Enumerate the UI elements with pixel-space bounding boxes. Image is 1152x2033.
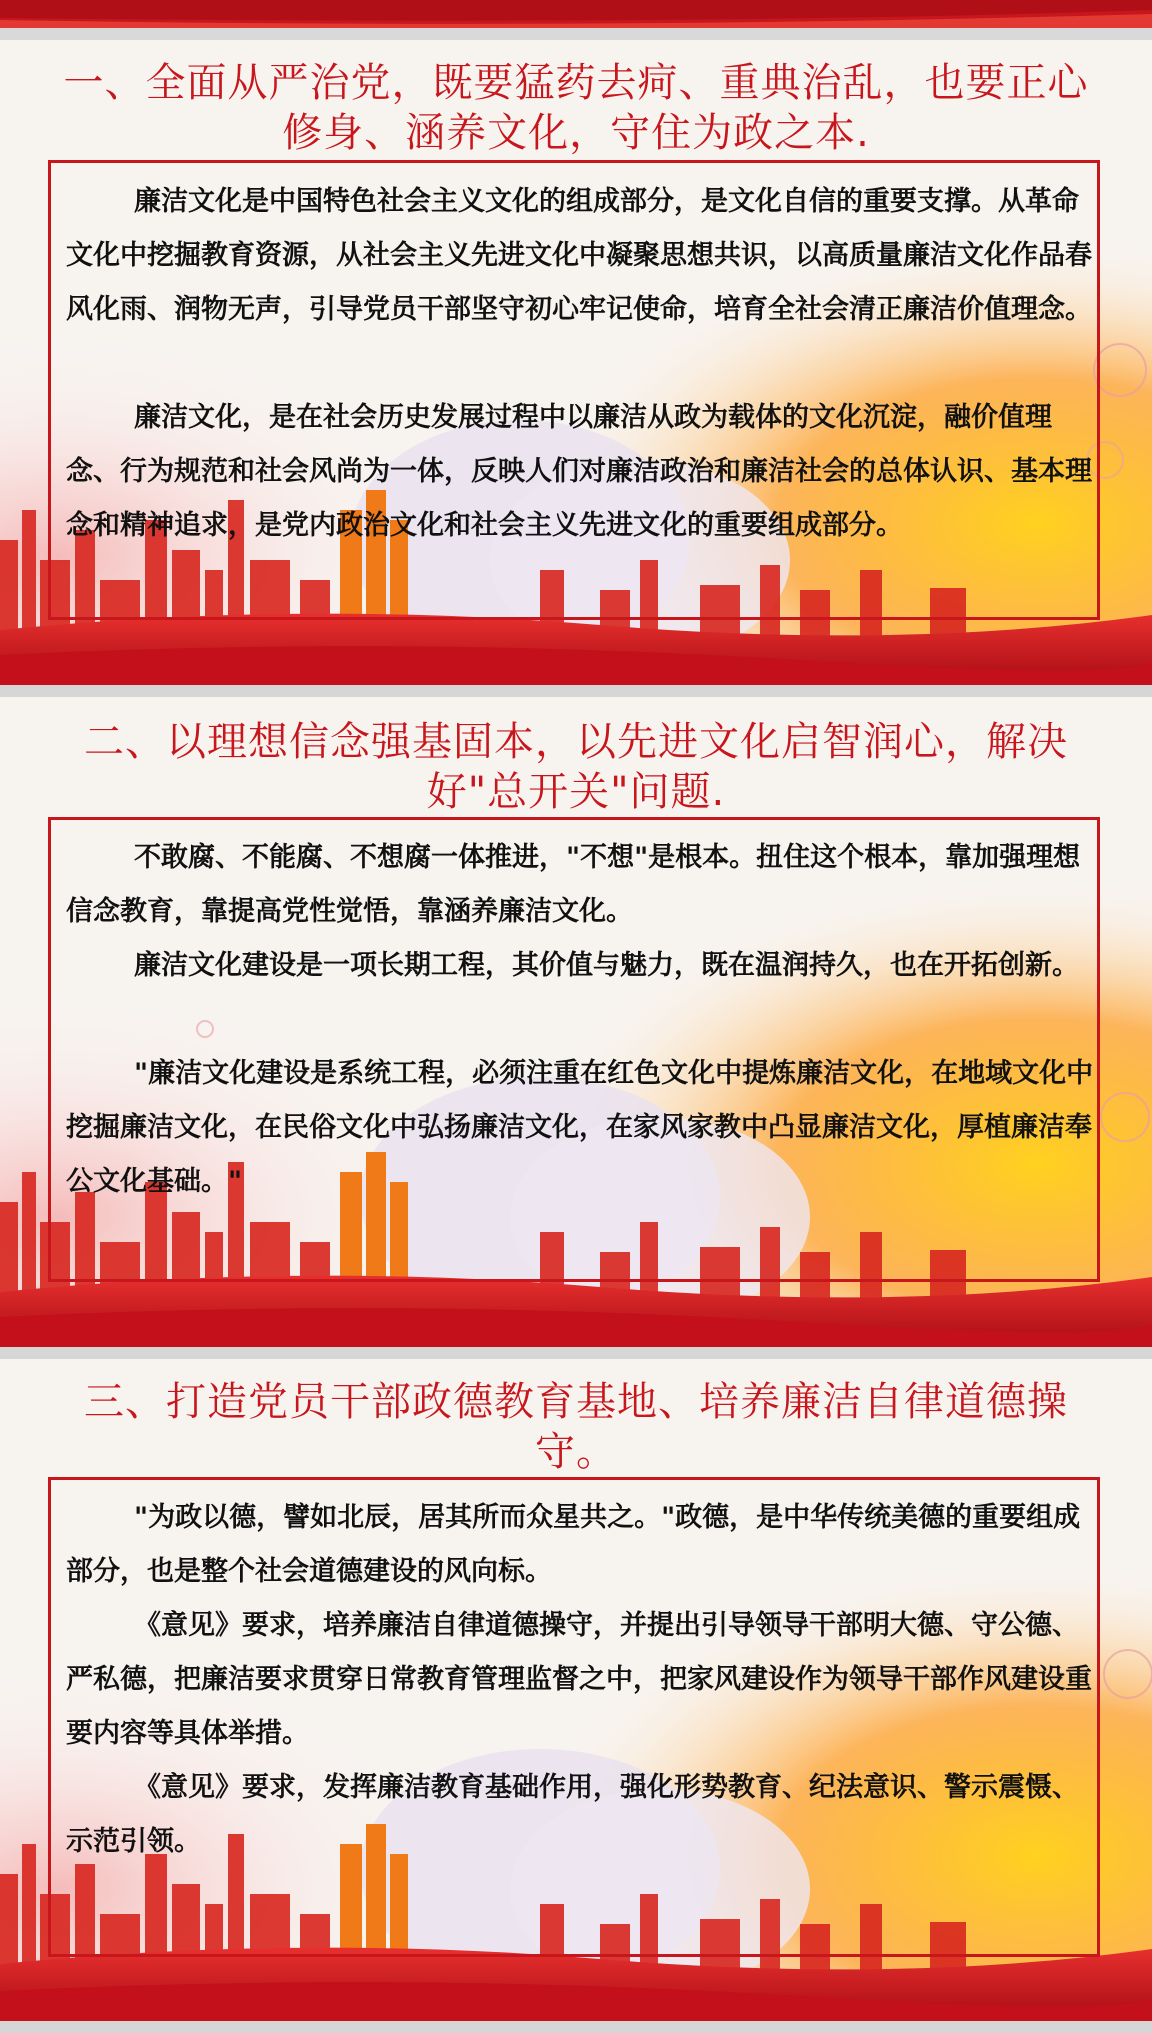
paragraph: 不敢腐、不能腐、不想腐一体推进，"不想"是根本。扭住这个根本，靠加强理想信念教育，靠提高党性觉悟，靠涵养廉洁文化。 [66, 842, 1081, 927]
paragraph: 廉洁文化是中国特色社会主义文化的组成部分，是文化自信的重要支撑。从革命文化中挖掘教育资源，从社会主义先进文化中凝聚思想共识，以高质量廉洁文化作品春风化雨、润物无声，引导党员干部坚守初心牢记使命，培育全社会清正廉洁价值理念。 [66, 186, 1092, 325]
paragraph: 《意见》要求，发挥廉洁教育基础作用，强化形势教育、纪法意识、警示震慑、示范引领。 [66, 1772, 1079, 1857]
slide-divider [0, 1347, 1152, 1359]
slide-1 [0, 40, 1152, 685]
paragraph: 《意见》要求，培养廉洁自律道德操守，并提出引导领导干部明大德、守公德、严私德，把廉洁要求贯穿日常教育管理监督之中，把家风建设作为领导干部作风建设重要内容等具体举措。 [66, 1610, 1092, 1749]
paragraph: 廉洁文化，是在社会历史发展过程中以廉洁从政为载体的文化沉淀，融价值理念、行为规范和社会风尚为一体，反映人们对廉洁政治和廉洁社会的总体认识、基本理念和精神追求，是党内政治文化和社会主义先进文化的重要组成部分。 [66, 402, 1092, 541]
paragraph: "为政以德，譬如北辰，居其所而众星共之。"政德，是中华传统美德的重要组成部分，也是整个社会道德建设的风向标。 [66, 1502, 1081, 1587]
slide-title: 二、以理想信念强基固本，以先进文化启智润心，解决好"总开关"问题. [84, 719, 1068, 815]
slide-divider [0, 685, 1152, 697]
paragraph: "廉洁文化建设是系统工程，必须注重在红色文化中提炼廉洁文化，在地域文化中挖掘廉洁文化，在民俗文化中弘扬廉洁文化，在家风家教中凸显廉洁文化，厚植廉洁奉公文化基础。" [66, 1058, 1094, 1197]
slide-3 [0, 1359, 1152, 2021]
paragraph: 廉洁文化建设是一项长期工程，其价值与魅力，既在温润持久，也在开拓创新。 [134, 950, 1079, 981]
top-strip [0, 0, 1152, 28]
slide-title: 一、全面从严治党，既要猛药去疴、重典治乱，也要正心修身、涵养文化，守住为政之本. [63, 60, 1089, 156]
slide-title: 三、打造党员干部政德教育基地、培养廉洁自律道德操守。 [84, 1379, 1068, 1475]
slide-2 [0, 697, 1152, 1347]
slide-divider [0, 2021, 1152, 2033]
